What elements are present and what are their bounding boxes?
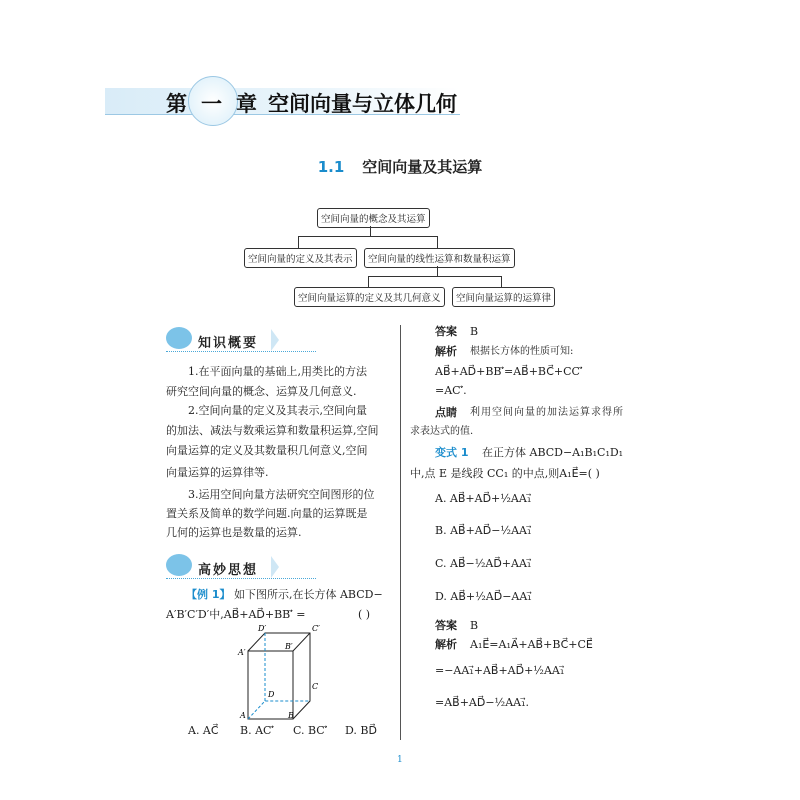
analysis-label: 解析	[435, 638, 457, 651]
text-line: A′B′C′D′中,AB⃗+AD⃗+BB′⃗ =	[166, 608, 306, 621]
option-a: A. AB⃗+AD⃗+½AA₁⃗	[435, 492, 532, 505]
globe-icon	[166, 327, 192, 349]
vertex-label: B′	[285, 642, 293, 651]
option-b: B. AB⃗+AD⃗−½AA₁⃗	[435, 524, 532, 537]
option-b: B. AC′⃗	[240, 724, 274, 737]
section-header-knowledge: 知识概要	[166, 329, 316, 352]
text-line: 如下图所示,在长方体 ABCD−	[233, 588, 383, 601]
chapter-title: 空间向量与立体几何	[268, 92, 457, 116]
vertex-label: D	[268, 690, 275, 699]
equation: A₁E⃗=A₁A⃗+AB⃗+BC⃗+CE⃗	[470, 638, 593, 651]
chapter-number: 一	[201, 92, 222, 116]
section-heading	[0, 156, 800, 177]
vertex-label: C′	[312, 624, 320, 633]
vertex-label: A′	[238, 648, 246, 657]
diagram-node: 空间向量运算的运算律	[452, 287, 555, 307]
text-line: 2.空间向量的定义及其表示,空间向量	[188, 404, 367, 417]
text-line: 的加法、减法与数乘运算和数量积运算,空间	[166, 424, 379, 437]
text-line: 向量运算的定义及其数量积几何意义,空间	[166, 444, 368, 457]
option-d: D. AB⃗+½AD⃗−AA₁⃗	[435, 590, 532, 603]
text-line: 在正方体 ABCD−A₁B₁C₁D₁	[482, 446, 624, 459]
diagram-node: 空间向量运算的定义及其几何意义	[294, 287, 445, 307]
text-line: 利用空间向量的加法运算求得所	[470, 407, 624, 418]
section-number: 1.1	[317, 158, 345, 176]
text-line: 3.运用空间向量方法研究空间图形的位	[188, 488, 375, 501]
vertex-label: C	[312, 682, 319, 691]
text-line: 中,点 E 是线段 CC₁ 的中点,则A₁E⃗=( )	[410, 467, 600, 480]
section-title: 空间向量及其运算	[362, 158, 483, 176]
answer-value: B	[470, 619, 479, 632]
book-plant-icon	[166, 554, 192, 576]
equation: =AC′⃗.	[435, 384, 467, 397]
text-line: 几何的运算也是数量的运算.	[166, 526, 302, 539]
answer-blank: ( )	[358, 608, 371, 621]
section-header-ideas: 高妙思想	[166, 556, 316, 579]
note-label: 点睛	[435, 406, 457, 419]
cuboid-figure	[230, 621, 330, 721]
column-divider	[400, 325, 401, 740]
option-d: D. BD⃗	[345, 724, 377, 737]
option-a: A. AC⃗	[188, 724, 219, 737]
variant-label: 变式 1	[435, 446, 469, 459]
equation: =AB⃗+AD⃗−½AA₁⃗.	[435, 696, 530, 709]
vertex-label: A	[240, 711, 246, 720]
answer-value: B	[470, 325, 479, 338]
diagram-node: 空间向量的线性运算和数量积运算	[364, 248, 515, 268]
example-tag: 【例 1】	[186, 588, 231, 601]
text-line: 求表达式的值.	[410, 426, 474, 437]
vertex-label: D′	[258, 624, 267, 633]
answer-label: 答案	[435, 619, 457, 632]
text-line: 向量运算的运算律等.	[166, 466, 269, 479]
chapter-char: 章	[236, 92, 257, 116]
text-line: 研究空间向量的概念、运算及几何意义.	[166, 385, 357, 398]
equation: =−AA₁⃗+AB⃗+AD⃗+½AA₁⃗	[435, 664, 565, 677]
text-line: 置关系及简单的数学问题.向量的运算既是	[166, 507, 368, 520]
analysis-label: 解析	[435, 345, 457, 358]
vertex-label: B	[288, 711, 294, 720]
answer-label: 答案	[435, 325, 457, 338]
text-line: 1.在平面向量的基础上,用类比的方法	[188, 365, 367, 378]
option-c: C. BC′⃗	[293, 724, 328, 737]
diagram-node: 空间向量的定义及其表示	[244, 248, 357, 268]
option-c: C. AB⃗−½AD⃗+AA₁⃗	[435, 557, 532, 570]
chapter-char: 第	[166, 92, 187, 116]
diagram-root: 空间向量的概念及其运算	[317, 208, 430, 228]
equation: AB⃗+AD⃗+BB′⃗=AB⃗+BC⃗+CC′⃗	[435, 365, 583, 378]
page-number: 1	[397, 755, 403, 765]
text-line: 根据长方体的性质可知:	[470, 346, 574, 357]
